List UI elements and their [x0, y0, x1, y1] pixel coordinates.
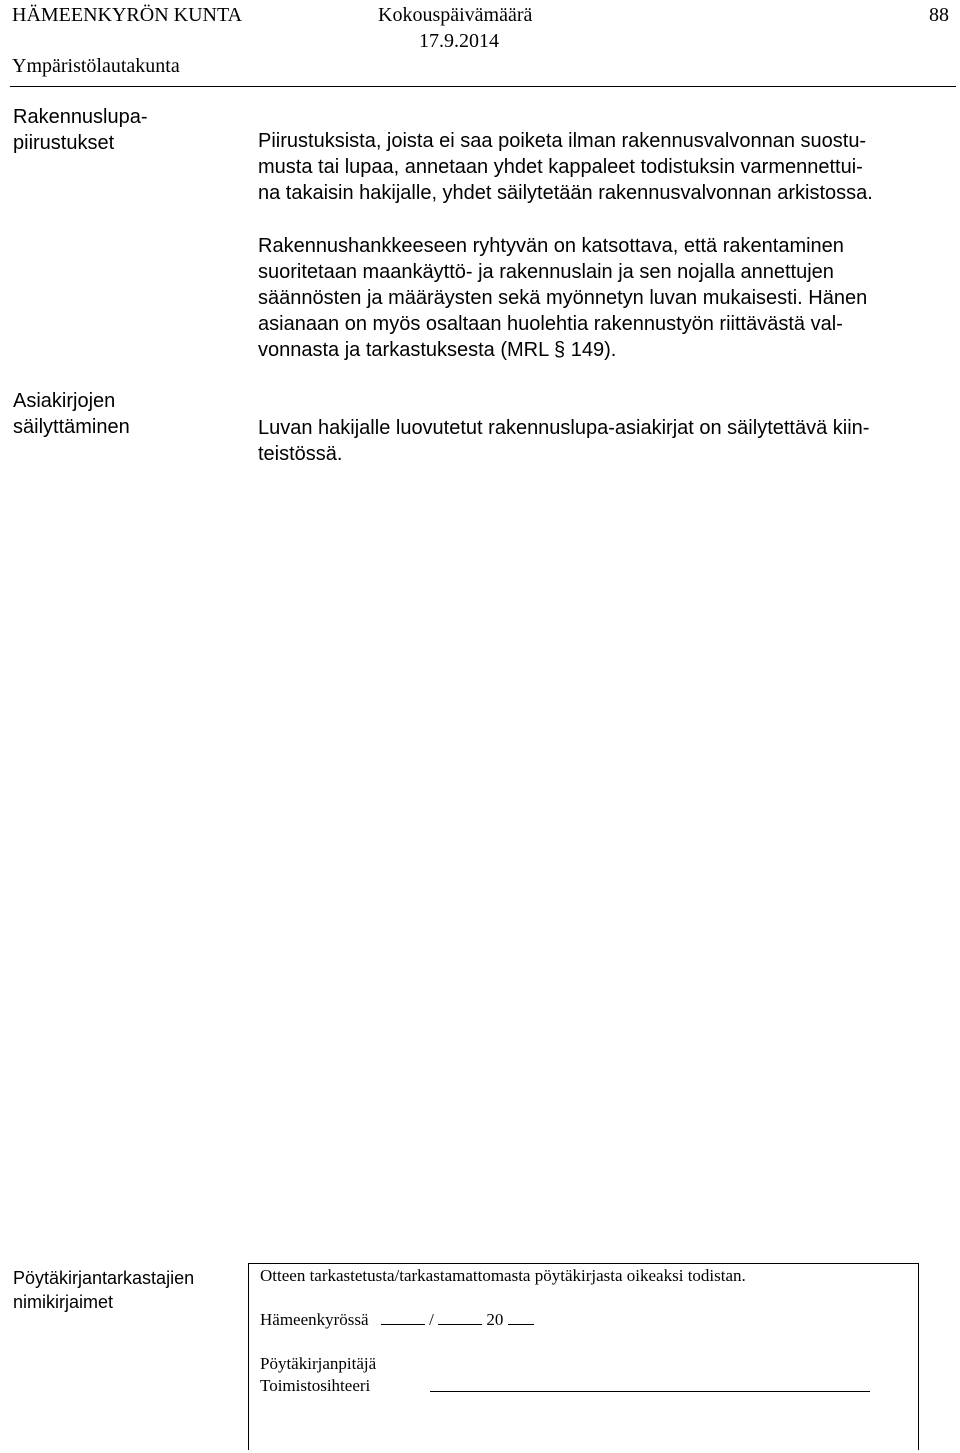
place-name: Hämeenkyrössä [260, 1310, 369, 1329]
keeper-title: Pöytäkirjanpitäjä [260, 1354, 377, 1373]
page-number: 88 [929, 4, 949, 26]
year-prefix: 20 [486, 1310, 504, 1329]
section-heading-line: Rakennuslupa- [13, 106, 148, 128]
section-heading-line: piirustukset [13, 132, 115, 154]
paragraph-line: musta tai lupaa, annetaan yhdet kappaleet todistuksin varmennettui- [258, 156, 863, 178]
paragraph-line: suoritetaan maankäyttö- ja rakennuslain ja sen nojalla annettujen [258, 261, 834, 283]
reviewers-label-line: Pöytäkirjantarkastajien [13, 1268, 195, 1288]
year-blank [508, 1310, 534, 1325]
section-heading-document-storage [13, 388, 130, 440]
paragraph-document-storage [258, 415, 869, 467]
month-blank [438, 1310, 482, 1325]
paragraph-line: Piirustuksista, joista ei saa poiketa ilman rakennusvalvonnan suostu- [258, 130, 867, 152]
paragraph-line: Luvan hakijalle luovutetut rakennuslupa-asiakirjat on säilytettävä kiin- [258, 417, 870, 439]
paragraph-drawings-copies [258, 128, 873, 206]
meeting-date-label: Kokouspäivämäärä [378, 4, 533, 26]
footer-top-border [248, 1263, 919, 1264]
keeper-position: Toimistosihteeri [260, 1376, 371, 1395]
paragraph-line: vonnasta ja tarkastuksesta (MRL § 149). [258, 339, 617, 361]
paragraph-line: Rakennushankkeeseen ryhtyvän on katsottava, että rakentaminen [258, 235, 844, 257]
paragraph-line: säännösten ja määräysten sekä myönnetyn luvan mukaisesti. Hänen [258, 287, 868, 309]
reviewers-initials-label [13, 1266, 194, 1314]
reviewers-label-line: nimikirjaimet [13, 1292, 114, 1312]
certification-statement: Otteen tarkastetusta/tarkastamattomasta pöytäkirjasta oikeaksi todistan. [260, 1266, 746, 1285]
footer-left-border [248, 1263, 249, 1450]
paragraph-line: asianaan on myös osaltaan huolehtia rakennustyön riittävästä val- [258, 313, 843, 335]
signature-line [430, 1391, 870, 1392]
section-heading-building-drawings [13, 104, 148, 156]
day-blank [381, 1310, 425, 1325]
place-date-line [260, 1310, 534, 1330]
section-heading-line: säilyttäminen [13, 416, 130, 438]
header-divider [10, 86, 956, 87]
paragraph-builder-responsibility [258, 233, 867, 363]
section-heading-line: Asiakirjojen [13, 390, 116, 412]
meeting-date: 17.9.2014 [419, 30, 499, 52]
organization-name: HÄMEENKYRÖN KUNTA [12, 4, 243, 26]
footer-right-border [918, 1263, 919, 1450]
committee-name: Ympäristölautakunta [12, 55, 180, 77]
date-separator: / [429, 1310, 434, 1329]
paragraph-line: teistössä. [258, 443, 343, 465]
paragraph-line: na takaisin hakijalle, yhdet säilytetään rakennusvalvonnan arkistossa. [258, 182, 873, 204]
